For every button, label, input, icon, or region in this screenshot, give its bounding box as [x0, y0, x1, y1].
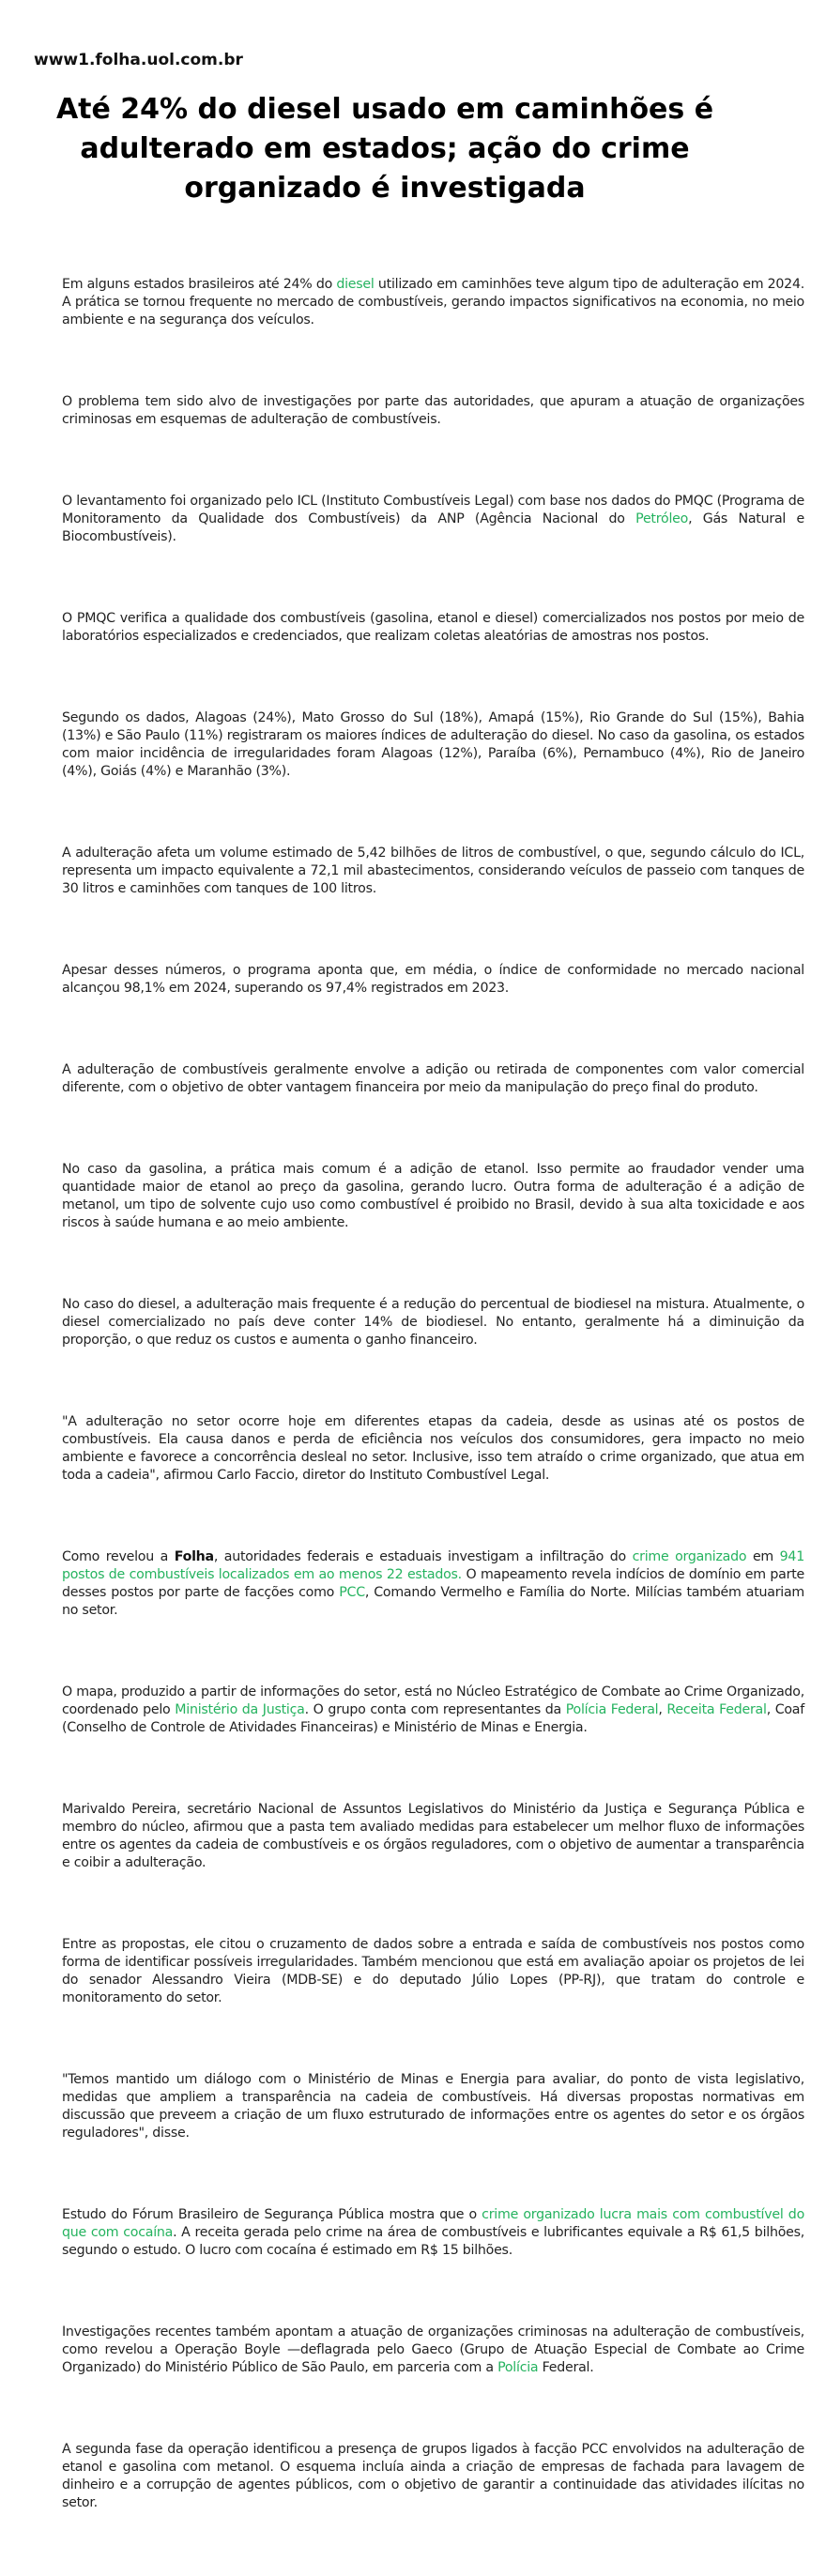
paragraph-7: Apesar desses números, o programa aponta que, em média, o índice de conformidade no mercado nacional alcançou 98,1% em 2024, superando os 97,4% registrados em 2023. — [62, 963, 804, 996]
article-body — [62, 276, 804, 2576]
text: . A receita gerada pelo crime na área de combustíveis e lubrificantes equivale a R$ 61,5 bilhões, segundo o estudo. O lucro com cocaína é estimado em R$ 15 bilhões. — [62, 2225, 804, 2258]
text: em — [746, 1549, 780, 1564]
link-crime-organizado[interactable]: crime organizado — [632, 1549, 747, 1564]
link-policia[interactable]: Polícia — [497, 2360, 539, 2375]
text: Investigações recentes também apontam a atuação de organizações criminosas na adulteração de combustíveis, como revelou a Operação Boyle —deflagrada pelo Gaeco (Grupo de Atuação Especial de Combate ao Crime Organizado) do Ministério Público de São Paulo, em parceria com a — [62, 2324, 804, 2375]
text: O mapa, produzido a partir de informações do setor, está no Núcleo Estratégico de Combate ao Crime Organizado, coordenado pelo — [62, 1684, 804, 1717]
paragraph-3 — [62, 493, 804, 546]
paragraph-14: Marivaldo Pereira, secretário Nacional de Assuntos Legislativos do Ministério da Justiça e Segurança Pública e membro do núcleo, afirmou que a pasta tem avaliado medidas para estabelecer um melhor fluxo de informações entre os agentes da cadeia de combustíveis e os órgãos reguladores, com o objetivo de aumentar a transparência e coibir a adulteração. — [62, 1802, 804, 1870]
text: . O grupo conta com representantes da — [304, 1702, 566, 1717]
paragraph-19: A segunda fase da operação identificou a presença de grupos ligados à facção PCC envolvidos na adulteração de etanol e gasolina com metanol. O esquema incluía ainda a criação de empresas de fachada para lavagem de dinheiro e a corrupção de agentes públicos, com o objetivo de garantir a continuidade das atividades ilícitas no setor. — [62, 2442, 804, 2510]
paragraph-17 — [62, 2206, 804, 2260]
paragraph-13 — [62, 1684, 804, 1737]
text: Federal. — [538, 2360, 594, 2375]
link-petroleo[interactable]: Petróleo — [635, 511, 689, 526]
link-pcc[interactable]: PCC — [339, 1585, 365, 1600]
paragraph-18 — [62, 2324, 804, 2377]
text: , Coaf (Conselho de Controle de Atividades Financeiras) e Ministério de Minas e Energia. — [62, 1702, 804, 1735]
link-diesel[interactable]: diesel — [336, 277, 375, 292]
site-domain: www1.folha.uol.com.br — [34, 51, 243, 69]
link-ministerio-justica[interactable]: Ministério da Justiça — [175, 1702, 305, 1717]
paragraph-9: No caso da gasolina, a prática mais comum é a adição de etanol. Isso permite ao fraudador vender uma quantidade maior de etanol ao preço da gasolina, gerando lucro. Outra forma de adulteração é a adição de metanol, um tipo de solvente cujo uso como combustível é proibido no Brasil, devido à sua alta toxicidade e aos riscos à saúde humana e ao meio ambiente. — [62, 1162, 804, 1230]
text: utilizado em caminhões teve algum tipo de adulteração em 2024. A prática se tornou frequente no mercado de combustíveis, gerando impactos significativos na economia, no meio ambiente e na segurança dos veículos. — [62, 277, 804, 328]
text: O levantamento foi organizado pelo ICL (Instituto Combustíveis Legal) com base nos dados do PMQC (Programa de Monitoramento da Qualidade dos Combustíveis) da ANP (Agência Nacional do — [62, 494, 804, 526]
link-941-postos[interactable]: 941 postos de combustíveis localizados em ao menos 22 estados. — [62, 1549, 804, 1582]
text: O mapeamento revela indícios de domínio em parte desses postos por parte de facções como — [62, 1567, 804, 1600]
folha-bold: Folha — [174, 1549, 214, 1564]
paragraph-6: A adulteração afeta um volume estimado de 5,42 bilhões de litros de combustível, o que, segundo cálculo do ICL, representa um impacto equivalente a 72,1 mil abastecimentos, considerando veículos de passeio com tanques de 30 litros e caminhões com tanques de 100 litros. — [62, 846, 804, 896]
article-headline: Até 24% do diesel usado em caminhões é adulterado em estados; ação do crime organizado é investigada — [55, 93, 714, 205]
link-receita-federal[interactable]: Receita Federal — [666, 1702, 767, 1717]
text: , autoridades federais e estaduais investigam a infiltração do — [213, 1549, 633, 1564]
paragraph-5: Segundo os dados, Alagoas (24%), Mato Grosso do Sul (18%), Amapá (15%), Rio Grande do Sul (15%), Bahia (13%) e São Paulo (11%) registraram os maiores índices de adulteração do diesel. No caso da gasolina, os estados com maior incidência de irregularidades foram Alagoas (12%), Paraíba (6%), Pernambuco (4%), Rio de Janeiro (4%), Goiás (4%) e Maranhão (3%). — [62, 710, 804, 779]
paragraph-1 — [62, 276, 804, 329]
quote-paragraph-16: "Temos mantido um diálogo com o Ministério de Minas e Energia para avaliar, do ponto de vista legislativo, medidas que ampliem a transparência na cadeia de combustíveis. Há diversas propostas normativas em discussão que preveem a criação de um fluxo estruturado de informações entre os agentes do setor e os órgãos reguladores", disse. — [62, 2072, 804, 2141]
paragraph-2: O problema tem sido alvo de investigações por parte das autoridades, que apuram a atuação de organizações criminosas em esquemas de adulteração de combustíveis. — [62, 394, 804, 427]
paragraph-15: Entre as propostas, ele citou o cruzamento de dados sobre a entrada e saída de combustíveis nos postos como forma de identificar possíveis irregularidades. Também mencionou que está em avaliação apoiar os projetos de lei do senador Alessandro Vieira (MDB-SE) e do deputado Júlio Lopes (PP-RJ), que tratam do controle e monitoramento do setor. — [62, 1937, 804, 2005]
text: Em alguns estados brasileiros até 24% do — [62, 277, 337, 292]
paragraph-10: No caso do diesel, a adulteração mais frequente é a redução do percentual de biodiesel na mistura. Atualmente, o diesel comercializado no país deve conter 14% de biodiesel. No entanto, geralmente há a diminuição da proporção, o que reduz os custos e aumenta o ganho financeiro. — [62, 1297, 804, 1348]
text: Como revelou a — [62, 1549, 175, 1564]
text: , Gás Natural e Biocombustíveis). — [62, 511, 804, 544]
link-crime-lucra-combustivel[interactable]: crime organizado lucra mais com combustível do que com cocaína — [62, 2207, 804, 2240]
link-policia-federal[interactable]: Polícia Federal — [565, 1702, 659, 1717]
text: , — [658, 1702, 667, 1717]
text: , Comando Vermelho e Família do Norte. Milícias também atuariam no setor. — [62, 1585, 804, 1618]
paragraph-8: A adulteração de combustíveis geralmente envolve a adição ou retirada de componentes com valor comercial diferente, com o objetivo de obter vantagem financeira por meio da manipulação do preço final do produto. — [62, 1062, 804, 1095]
paragraph-12 — [62, 1548, 804, 1620]
paragraph-4: O PMQC verifica a qualidade dos combustíveis (gasolina, etanol e diesel) comercializados nos postos por meio de laboratórios especializados e credenciados, que realizam coletas aleatórias de amostras nos postos. — [62, 611, 804, 644]
quote-paragraph-11: "A adulteração no setor ocorre hoje em diferentes etapas da cadeia, desde as usinas até os postos de combustíveis. Ela causa danos e perda de eficiência nos veículos dos consumidores, gera impacto no meio ambiente e favorece a concorrência desleal no setor. Inclusive, isso tem atraído o crime organizado, que atua em toda a cadeia", afirmou Carlo Faccio, diretor do Instituto Combustível Legal. — [62, 1414, 804, 1483]
text: Estudo do Fórum Brasileiro de Segurança Pública mostra que o — [62, 2207, 482, 2222]
